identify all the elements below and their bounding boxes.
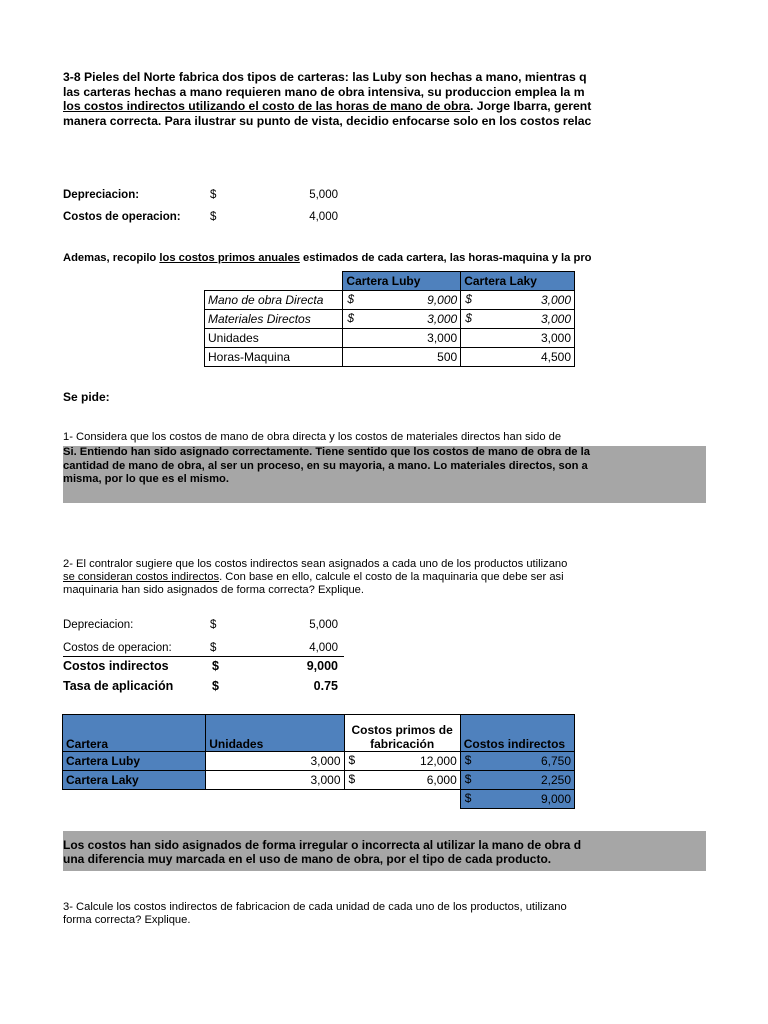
answer-1-line-1: Si. Entiendo han sido asignado correctamente. Tiene sentido que los costos de mano de obra de la [63, 446, 590, 458]
ademas-prefix: Ademas, recopilo [63, 252, 160, 264]
currency-sign: $ [210, 211, 217, 223]
costos-primos-table [204, 271, 575, 367]
intro-paragraph [63, 70, 592, 128]
table-header-row [205, 272, 575, 291]
header-cartera-luby: Cartera Luby [343, 272, 461, 291]
table-row [63, 771, 575, 790]
currency-sign: $ [210, 619, 217, 631]
operacion-label: Costos de operacion: [63, 211, 181, 223]
table-row [205, 291, 575, 310]
tasa-aplicacion-label: Tasa de aplicación [63, 679, 174, 693]
intro-line-3 [63, 99, 592, 114]
ademas-underlined: los costos primos anuales [159, 252, 300, 264]
unidades-value: 3,000 [206, 771, 344, 790]
question-3-line-1: 3- Calcule los costos indirectos de fabricacion de cada unidad de cada uno de los productos, utilizano [63, 901, 567, 913]
currency-sign: $ [212, 659, 219, 673]
depreciacion-label: Depreciacion: [63, 189, 140, 201]
row-label: Unidades [205, 329, 343, 348]
table-row [205, 329, 575, 348]
ademas-rest: estimados de cada cartera, las horas-maquina y la pro [299, 252, 592, 264]
costos-indirectos-value: 9,000 [306, 659, 338, 673]
question-1: 1- Considera que los costos de mano de obra directa y los costos de materiales directos han sido de [63, 431, 562, 443]
costos-indirectos-label: Costos indirectos [63, 659, 169, 673]
laky-value: 4,500 [461, 348, 575, 367]
sum-divider-line [63, 656, 344, 657]
table-row [205, 310, 575, 329]
cartera-name: Cartera Luby [63, 752, 206, 771]
q2-depreciacion-value: 5,000 [309, 619, 338, 631]
row-label: Mano de obra Directa [205, 291, 343, 310]
header-unidades: Unidades [206, 715, 344, 752]
q2-depreciacion-label: Depreciacion: [63, 619, 134, 631]
se-pide-heading: Se pide: [63, 390, 110, 404]
costos-indirectos-value: $ 2,250 [460, 771, 574, 790]
answer-1-line-3: misma, por lo que es el mismo. [63, 473, 229, 485]
conclusion-line-2: una diferencia muy marcada en el uso de mano de obra, por el tipo de cada producto. [63, 852, 552, 866]
laky-value: $ 3,000 [461, 291, 575, 310]
header-costos-primos: Costos primos de fabricación [344, 715, 460, 752]
luby-value: $ 3,000 [343, 310, 461, 329]
question-2-underlined: se consideran costos indirectos [63, 571, 220, 583]
luby-value: 500 [343, 348, 461, 367]
intro-line-2: las carteras hechas a mano requieren mano de obra intensiva, su produccion emplea la m [63, 84, 585, 99]
operacion-value: 4,000 [309, 211, 338, 223]
costos-indirectos-table [62, 714, 575, 809]
laky-value: $ 3,000 [461, 310, 575, 329]
conclusion-box [63, 831, 706, 871]
cartera-name: Cartera Laky [63, 771, 206, 790]
question-2-line-3: maquinaria han sido asignados de forma correcta? Explique. [63, 584, 364, 596]
header-cartera: Cartera [63, 715, 206, 752]
question-3-line-2: forma correcta? Explique. [63, 914, 191, 926]
answer-1-box [63, 446, 706, 503]
luby-value: $ 9,000 [343, 291, 461, 310]
laky-value: 3,000 [461, 329, 575, 348]
currency-sign: $ [210, 642, 217, 654]
table-total-row [63, 790, 575, 809]
depreciacion-value: 5,000 [309, 189, 338, 201]
luby-value: 3,000 [343, 329, 461, 348]
ademas-text [63, 252, 592, 264]
costos-indirectos-value: $ 6,750 [460, 752, 574, 771]
header-cartera-laky: Cartera Laky [461, 272, 575, 291]
intro-line-4: manera correcta. Para ilustrar su punto de vista, decidio enfocarse solo en los costos relac [63, 113, 592, 128]
costos-primos-value: $ 12,000 [344, 752, 460, 771]
currency-sign: $ [212, 679, 219, 693]
conclusion-line-1: Los costos han sido asignados de forma irregular o incorrecta al utilizar la mano de obra d [63, 838, 582, 852]
unidades-value: 3,000 [206, 752, 344, 771]
table-header-row [63, 715, 575, 752]
header-costos-indirectos: Costos indirectos [460, 715, 574, 752]
intro-line-1: 3-8 Pieles del Norte fabrica dos tipos de carteras: las Luby son hechas a mano, mientras q [63, 70, 587, 84]
q2-operacion-label: Costos de operacion: [63, 642, 172, 654]
answer-1-line-2: cantidad de mano de obra, al ser un proceso, en su mayoria, a mano. Lo materiales directos, son a [63, 459, 588, 472]
q2-operacion-value: 4,000 [309, 642, 338, 654]
total-costos-indirectos: $ 9,000 [460, 790, 574, 809]
intro-line-3-rest: . Jorge Ibarra, gerent [470, 99, 592, 113]
question-2-line-2: se consideran costos indirectos. Con base en ello, calcule el costo de la maquinaria que debe ser asi [63, 571, 564, 583]
currency-sign: $ [210, 189, 217, 201]
tasa-aplicacion-value: 0.75 [313, 679, 338, 693]
row-label: Horas-Maquina [205, 348, 343, 367]
table-row [63, 752, 575, 771]
costos-primos-value: $ 6,000 [344, 771, 460, 790]
row-label: Materiales Directos [205, 310, 343, 329]
table-row [205, 348, 575, 367]
question-2-line-1: 2- El contralor sugiere que los costos indirectos sean asignados a cada uno de los productos utilizano [63, 558, 568, 570]
intro-underlined-text: los costos indirectos utilizando el costo de las horas de mano de obra [63, 99, 471, 113]
